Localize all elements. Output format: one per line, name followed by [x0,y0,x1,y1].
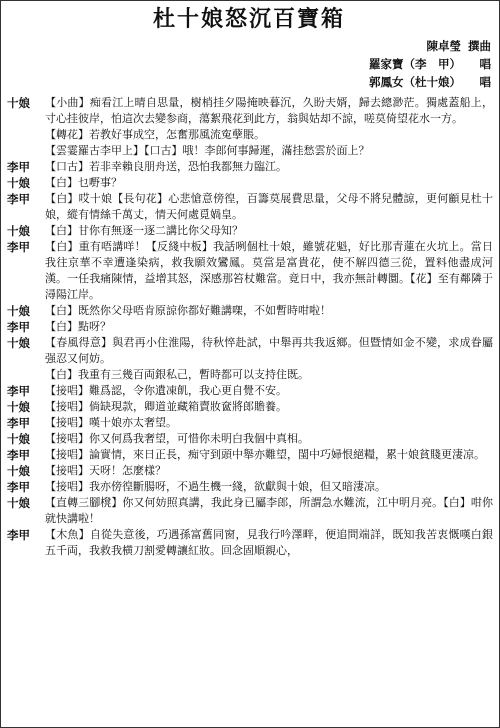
line-text: 【白】點呀？ [45,320,111,333]
line-text: 【小曲】痴看江上晴自思量，樹梢挂夕陽掩映暮沉，久盼夫婿，歸去總渺茫。獨處蓋船上，寸心挂彼岸，怕這次去變参商，蕩絮飛花到此方，翁與姑却不諒，嗟莫倚望花水一方。 [45,96,493,125]
credit-role: 撰曲 [468,39,491,53]
libretto-line [7,303,493,319]
line-text: 【白】甘你有無逐一逐二講比你父母知？ [45,224,243,237]
libretto-line [7,431,493,447]
credits [369,37,491,91]
speaker: 十娘 [7,400,30,414]
speaker [7,127,45,143]
line-text: 【白】重有唔講咩！【反綫中板】我話咧個杜十娘，雖號花魁，好比那青蓮在火坑上。當日我往京華不幸遭逢染病，救我願效鸞鳳。莫當是富貴花，使不解四德三從，置料他盡成河漢。一任我痛陳情，益增其怒，深感那笞杖難當。竟日中，我亦無計轉圜。【花】至有鄰隣于潯陽江岸。 [45,240,493,301]
credit-row [369,55,491,73]
libretto-line [7,223,493,239]
line-text: 【直轉三腳櫈】你又何妨照真講，我此身已屬李郎，所謂急水難流，江中明月亮。【白】咁你就快講啦！ [45,496,493,525]
speaker: 李甲 [7,320,30,334]
libretto-line [7,479,493,495]
speaker: 十娘 [7,336,30,350]
line-text: 【白】既然你父母唔肯原諒你都好難講㗎，不如暫時咁啦！ [45,304,331,317]
speaker: 李甲 [7,416,30,430]
speaker: 李甲 [7,192,30,206]
speaker: 李甲 [7,160,30,174]
speaker: 李甲 [7,240,30,254]
line-text: 【口古】若非幸賴良朋舟送，恐怕我都無力臨江。 [45,160,287,173]
libretto-line [7,159,493,175]
line-text: 【轉花】若教好事成空，怎奮那風流寃孽賬。 [45,128,265,141]
credit-row [369,73,491,91]
libretto-line [7,239,493,303]
page-title: 杜十娘怒沉百寶箱 [152,6,345,32]
speaker: 李甲 [7,528,30,542]
speaker: 十娘 [7,496,30,510]
libretto-line [7,319,493,335]
credit-name: 羅家寶（李 甲） [369,57,461,71]
credit-role: 唱 [479,57,491,71]
speaker: 李甲 [7,384,30,398]
speaker: 十娘 [7,432,30,446]
speaker [7,367,45,383]
credit-name: 郭鳳女（杜十娘） [369,75,461,89]
libretto-line [7,399,493,415]
credit-name: 陳卓瑩 [426,39,461,53]
line-text: 【木魚】自從失意後，巧遇孫富舊同窗，見我行吟澤畔，便追問端詳，既知我苦衷慨嘆白銀五千両，我救我横刀割愛轉讓紅妝。回念固順親心， [45,528,493,557]
libretto-line [7,527,493,559]
speaker: 李甲 [7,480,30,494]
line-text: 【白】我重有三幾百両銀私己，暫時都可以支持住既。 [45,368,309,381]
libretto-body [7,95,493,559]
line-text: 【接唱】倘缺現款，卿道並藏箱賣妝奩將郎贍養。 [45,400,287,413]
line-text: 【白】哎十娘【長句花】心悲愴意傍徨，百籌莫展費思量，父母不將兒體諒，更何顧見杜十娘，縱有情絲千萬丈，情天何處覓媧皇。 [45,192,493,221]
line-text: 【白】乜嘢事？ [45,176,122,189]
line-text: 【雲霎羅古李甲上】【口古】哦！李郎何事歸遲，滿挂愁雲於面上？ [45,144,370,157]
libretto-line [7,127,493,143]
speaker: 李甲 [7,448,30,462]
line-text: 【接唱】我亦傍徨斷腸呀，不過生機一綫，欲獻與十娘，但又暗淒凉。 [45,480,386,493]
libretto-line [7,191,493,223]
line-text: 【接唱】難爲認，令你遺凍飢，我心更自覺不安。 [45,384,287,397]
credit-row [369,37,491,55]
line-text: 【接唱】論實情，來日正長，痴守到頭中舉亦難望，閨中巧婦恨絕糧，累十娘貧賤更淒凉。 [45,448,485,461]
libretto-line [7,175,493,191]
speaker: 十娘 [7,96,30,110]
speaker [7,143,45,159]
libretto-line [7,447,493,463]
speaker: 十娘 [7,464,30,478]
libretto-line [7,495,493,527]
libretto-line [7,143,493,159]
credit-role: 唱 [479,75,491,89]
libretto-line [7,95,493,127]
line-text: 【接唱】天呀！怎麼樣？ [45,464,166,477]
speaker: 十娘 [7,304,30,318]
libretto-line [7,383,493,399]
libretto-line [7,463,493,479]
line-text: 【春風得意】與君再小住淮陽，待秋悴赴試，中舉再共我返鄉。但暨情如金不變，求成眷屬强忍又何妨。 [45,336,493,365]
line-text: 【接唱】嘆十娘亦太奢望。 [45,416,177,429]
speaker: 十娘 [7,224,30,238]
libretto-line [7,335,493,367]
speaker: 十娘 [7,176,30,190]
libretto-line [7,367,493,383]
libretto-line [7,415,493,431]
line-text: 【接唱】你又何爲我奢望，可惜你未明白我個中真相。 [45,432,309,445]
